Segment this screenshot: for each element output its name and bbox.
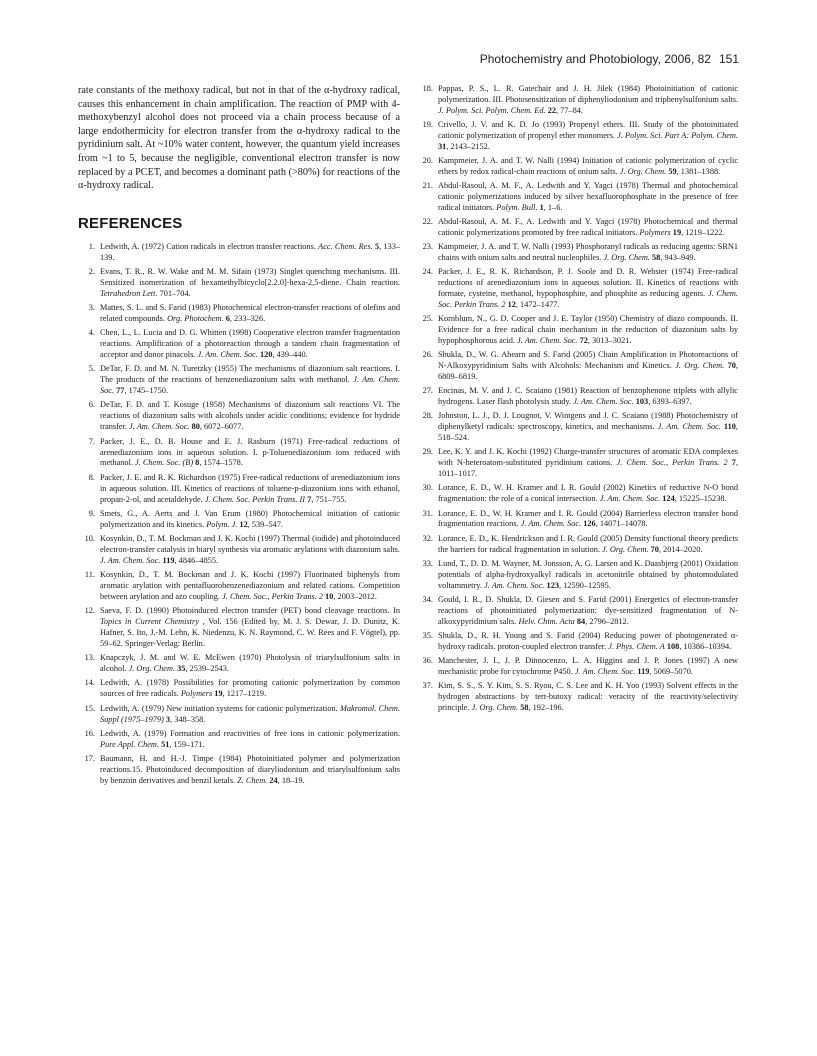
reference-journal: J. Polym. Sci. Polym. Chem. Ed. xyxy=(438,105,546,115)
reference-pages: , 2003–2012. xyxy=(333,591,377,601)
reference-number: 28. xyxy=(422,411,433,421)
reference-volume: 123 xyxy=(546,580,559,590)
reference-pages: , 2796–2812. xyxy=(585,616,629,626)
reference-volume: 120 xyxy=(259,350,273,360)
reference-item xyxy=(78,437,400,470)
reference-journal: J. Am. Chem. Soc. xyxy=(100,375,400,396)
reference-volume: 58 xyxy=(652,253,661,263)
reference-number: 5. xyxy=(88,364,95,374)
reference-pages: , 6393–6397. xyxy=(648,397,692,407)
reference-text: Kosynkin, D., T. M. Bockman and J. K. Kochi (1997) Thermal (iodide) and photoinduced electron-transfer catalysis in biaryl synthesis via aromatic arylations with diazonium salts. xyxy=(100,534,400,554)
reference-journal: J. Phys. Chem. A xyxy=(608,641,665,651)
running-head xyxy=(480,52,739,66)
reference-text: Kampmeier, J. A. and T. W. Nalli (1993) Phosphoranyl radicals as reducing agents: SRN1 chains with onium salts and neutral nucleophiles. xyxy=(438,242,738,263)
reference-pages: , 539–547. xyxy=(247,519,283,529)
reference-journal: J. Org. Chem. xyxy=(619,166,667,176)
reference-text: DeTar, F. D. and T. Kosuge (1958) Mechanisms of diazonium salt reactions VI. The reactions of diazonium salts with alcohols under acidic conditions; evidence for hydride transfer. xyxy=(100,400,400,432)
reference-text: Lorance, E. D., W. H. Kramer and I. R. Gould (2004) Barrierless electron transfer bond fragmentation reactions. xyxy=(438,508,738,529)
reference-pages: , 439–440. xyxy=(272,350,308,360)
reference-volume: 19 xyxy=(672,228,682,238)
reference-journal: J. Org. Chem. xyxy=(602,544,649,554)
reference-item xyxy=(78,303,400,325)
reference-pages: , 2539–2543. xyxy=(185,664,229,674)
reference-volume: 59 xyxy=(668,166,677,176)
reference-volume: 84 xyxy=(576,616,586,626)
reference-volume: 80 xyxy=(191,422,200,432)
reference-pages: 701–704. xyxy=(159,288,191,298)
reference-text: Kornblum, N., G. D. Cooper and J. E. Taylor (1950) Chemistry of diazo compounds. II. Evidence for a free radical chain mechanism in the reduction of diazonium salts by hypophosphorous acid. xyxy=(438,314,738,346)
reference-text: Crivello, J. V. and K. D. Jo (1993) Propenyl ethers. III. Study of the photoinitiated cationic polymerization of propenyl ether monomers. xyxy=(438,120,738,140)
reference-item xyxy=(416,120,738,153)
reference-number: 24. xyxy=(422,267,433,277)
reference-volume: 70 xyxy=(650,544,659,554)
reference-item xyxy=(416,242,738,264)
reference-volume: 24 xyxy=(269,775,278,785)
reference-volume: 119 xyxy=(162,555,175,565)
reference-text: Saeva, F. D. (1990) Photoinduced electron transfer (PET) bond cleavage reactions. In xyxy=(100,606,400,616)
reference-item xyxy=(78,704,400,726)
reference-number: 37. xyxy=(422,681,433,691)
reference-pages: , 6072–6077. xyxy=(199,422,244,432)
reference-pages: , 943–949. xyxy=(660,253,696,263)
reference-number: 6. xyxy=(88,400,95,410)
reference-volume: 126 xyxy=(583,519,596,529)
reference-journal: J. Chem. Soc. Perkin Trans. 2 xyxy=(438,289,738,310)
reference-number: 7. xyxy=(88,436,95,446)
reference-text: DeTar, F. D. and M. N. Turetzky (1955) The mechanisms of diazonium salt reactions. I. The products of the reactions of benzenediazonium salts with methanol. xyxy=(100,364,400,385)
reference-text: Ledwith, A. (1979) Formation and reactivities of free ions in cationic polymerization. xyxy=(100,728,400,738)
reference-text: Ledwith, A. (1978) Possibilities for promoting cationic polymerization by common sources of free radicals. xyxy=(100,678,400,699)
reference-pages: , 1745–1750. xyxy=(124,386,168,396)
reference-number: 1. xyxy=(88,241,95,251)
reference-item xyxy=(78,473,400,506)
reference-item xyxy=(416,656,738,678)
reference-pages: , 192–196. xyxy=(528,702,564,712)
reference-item xyxy=(416,181,738,214)
reference-number: 16. xyxy=(84,728,95,738)
reference-number: 10. xyxy=(84,534,95,544)
reference-pages: , 10386–10394. xyxy=(679,641,732,651)
right-column xyxy=(416,84,738,717)
reference-number: 31. xyxy=(422,508,433,518)
reference-item xyxy=(416,314,738,347)
reference-journal: J. Polym. Sci. Part A: Polym. Chem. xyxy=(617,130,738,140)
reference-pages: , 348–358. xyxy=(170,714,206,724)
reference-pages: , 1381–1388. xyxy=(676,166,721,176)
reference-journal: J. Org. Chem. xyxy=(128,664,176,674)
reference-item xyxy=(416,350,738,383)
reference-volume: 70 xyxy=(727,361,736,371)
reference-number: 18. xyxy=(422,84,433,93)
reference-number: 29. xyxy=(422,447,433,457)
reference-journal: J. Am. Chem. Soc. xyxy=(484,580,545,590)
reference-number: 23. xyxy=(422,242,433,252)
reference-item xyxy=(416,595,738,628)
reference-text: Encinas, M. V. and J. C. Scaiano (1981) Reaction of benzophenone triplets with allylic hydrogens. Laser flash photolysis study. xyxy=(438,386,738,407)
reference-item xyxy=(416,509,738,531)
reference-journal: Polym. Bull. xyxy=(496,202,538,212)
reference-volume: 58 xyxy=(520,702,529,712)
reference-journal: Helv. Chim. Acta xyxy=(518,616,575,626)
reference-text: Lund, T., D. D. M. Wayner, M. Jonsson, A. G. Larsen and K. Daasbjerg (2001) Oxidation potentials of alpha-hydroxyalkyl radicals in acetonitrile obtained by photomodulated voltammetry. xyxy=(438,558,738,590)
reference-number: 19. xyxy=(422,120,433,130)
reference-journal: J. Am. Chem. Soc. xyxy=(100,555,161,565)
reference-number: 30. xyxy=(422,483,433,493)
reference-pages: , 233–326. xyxy=(229,313,266,323)
reference-number: 13. xyxy=(84,653,95,663)
reference-list-left xyxy=(78,242,400,787)
reference-volume: 110 xyxy=(723,422,736,432)
reference-pages: , 1574–1578. xyxy=(199,458,243,468)
reference-pages: , 77–84. xyxy=(555,105,583,115)
reference-number: 25. xyxy=(422,314,433,324)
reference-volume: 7 xyxy=(307,494,312,504)
reference-journal: J. Chem. Soc., Perkin Trans. 2 xyxy=(616,458,728,468)
reference-item xyxy=(416,681,738,714)
reference-pages: , 4846–4855. xyxy=(174,555,219,565)
reference-text: Kim, S. S., S. Y. Kim, S. S. Ryou, C. S. Lee and K. H. Yoo (1993) Solvent effects in the hydrogen abstractions by tert-butoxy radical: veracity of the reactivity/selectivity principle. xyxy=(438,681,738,712)
reference-item xyxy=(78,570,400,603)
reference-text: Ledwith, A. (1972) Cation radicals in electron transfer reactions. xyxy=(100,241,319,251)
reference-item xyxy=(416,84,738,117)
reference-pages: , Vol. 156 (Edited by, M. J. S. Dewar, J. D. Dunitz, K. Hafner, S. Ito, J.-M. Lehn, K. Niedenzu, K. N. Raymond, C. W. Rees and F. Vögtel), pp. 59–62. Springer-Verlag: Berlin. xyxy=(100,617,400,648)
reference-pages: , 18–19. xyxy=(277,775,305,785)
reference-journal: J. Org. Chem. xyxy=(603,253,650,263)
reference-journal: J. Am. Chem. Soc. xyxy=(573,397,634,407)
reference-volume: 5 xyxy=(374,241,380,251)
reference-journal: J. Chem. Soc. (B) xyxy=(135,458,194,468)
reference-volume: 119 xyxy=(637,666,650,676)
reference-number: 11. xyxy=(84,570,95,580)
reference-pages: , 3013–3021. xyxy=(587,336,632,346)
reference-number: 35. xyxy=(422,630,433,640)
reference-number: 33. xyxy=(422,558,433,568)
reference-number: 14. xyxy=(84,678,95,688)
page-number: 151 xyxy=(718,52,739,66)
reference-text: Knapczyk, J. M. and W. E. McEwen (1970) Photolysis of triarylsulfonium salts in alcohol. xyxy=(100,653,400,674)
reference-journal: J. Am. Chem. Soc. xyxy=(599,494,661,504)
reference-item xyxy=(416,534,738,556)
journal-citation: Photochemistry and Photobiology, 2006, 82 xyxy=(479,52,711,66)
reference-text: Kampmeier, J. A. and T. W. Nalli (1994) Initiation of cationic polymerization of cyclic ethers by redox radical-chain reactions of onium salts. xyxy=(438,156,738,176)
reference-pages: , 6809–6819. xyxy=(438,361,738,382)
reference-pages: , 2143–2152. xyxy=(446,141,490,151)
reference-volume: 77 xyxy=(116,386,125,396)
reference-volume: 6 xyxy=(225,313,230,323)
reference-pages: , 5069–5070. xyxy=(649,666,693,676)
reference-journal: J. Am. Chem. Soc. xyxy=(574,666,636,676)
reference-journal: Pure Appl. Chem. xyxy=(100,739,159,749)
reference-text: Johnston, L. J., D. J. Lougnot, V. Wintgens and J. C. Scaiano (1988) Photochemistry of diphenylketyl radicals: spectroscopy, kinetics, and mechanisms. xyxy=(438,411,738,432)
reference-number: 21. xyxy=(422,181,433,191)
reference-number: 4. xyxy=(88,328,95,338)
reference-journal: J. Am. Chem. Soc. xyxy=(197,350,258,360)
reference-item xyxy=(78,328,400,361)
reference-item xyxy=(78,653,400,675)
reference-item xyxy=(78,754,400,787)
reference-pages: , 1219–1222. xyxy=(681,228,725,238)
reference-text: Chen, L., L. Lucia and D. G. Whitten (1998) Cooperative electron transfer fragmentation reactions. Amplification of a photoreaction through a tandem chain fragmentation of acceptor and donor pinacols. xyxy=(100,328,400,360)
reference-pages: , 1217–1219. xyxy=(222,689,267,699)
reference-text: Smets, G., A. Aerts and J. Van Erum (1980) Photochemical initiation of cationic polymerization and its kinetics. xyxy=(100,508,400,529)
reference-volume: 8 xyxy=(195,458,200,468)
reference-number: 3. xyxy=(88,303,95,313)
reference-journal: Tetrahedron Lett. xyxy=(100,288,158,298)
reference-item xyxy=(416,156,738,178)
reference-number: 27. xyxy=(422,386,433,396)
reference-volume: 12 xyxy=(507,300,516,310)
reference-journal: J. Am. Chem. Soc. xyxy=(520,519,582,529)
reference-pages: , 133–139. xyxy=(100,241,401,262)
reference-text: Lorance, E. D., K. Hendrickson and I. R. Gould (2005) Density functional theory predicts the barriers for radical fragmentation in solution. xyxy=(438,533,738,554)
reference-item xyxy=(416,559,738,592)
reference-text: Manchester, J. I., J. P. Dinnocenzo, L. A. Higgins and J. P. Jones (1997) A new mechanistic probe for cytochrome P450. xyxy=(438,655,738,676)
reference-number: 22. xyxy=(422,217,433,227)
reference-journal: J. Chem. Soc. Perkin Trans. II xyxy=(204,494,306,504)
reference-item xyxy=(78,606,400,650)
reference-journal: Polymers xyxy=(639,228,671,238)
reference-item xyxy=(416,267,738,311)
reference-item xyxy=(78,364,400,397)
reference-journal: Org. Photochem. xyxy=(167,313,224,323)
reference-item xyxy=(78,242,400,264)
reference-item xyxy=(416,447,738,480)
reference-text: Shukla, D., R. H. Young and S. Farid (2004) Reducing power of photogenerated α-hydroxy radicals. proton-coupled electron transfer. xyxy=(438,630,738,651)
reference-journal: Makromol. Chem. Suppl (1975–1979) xyxy=(100,703,400,724)
reference-item xyxy=(416,386,738,408)
reference-pages: , 1472–1477. xyxy=(515,300,560,310)
reference-journal: J. Am. Chem. Soc. xyxy=(517,336,578,346)
reference-text: Lorance, E. D., W. H. Kramer and I. R. Gould (2002) Kinetics of reductive N-O bond fragmentation: the role of a conical intersection. xyxy=(438,483,738,504)
reference-number: 9. xyxy=(88,508,95,518)
reference-item xyxy=(416,411,738,444)
reference-item xyxy=(78,400,400,433)
reference-pages: , 1011–1017. xyxy=(438,458,739,479)
reference-number: 15. xyxy=(84,703,95,713)
reference-journal: J. Chem. Soc., Perkin Trans. 2 xyxy=(222,591,324,601)
reference-volume: 22 xyxy=(547,105,556,115)
reference-journal: Polymers xyxy=(180,689,213,699)
reference-journal: J. Am. Chem. Soc. xyxy=(657,422,721,432)
reference-volume: 19 xyxy=(214,689,223,699)
reference-number: 2. xyxy=(88,266,95,276)
reference-text: Abdul-Rasoul, A. M. F., A. Ledwith and Y. Yagci (1978) Thermal and photochemical cationic polymerizations induced by silver hexafluorophosphate in the presence of free radical initiators. xyxy=(438,181,738,212)
reference-text: Pappas, P. S., L. R. Gatechair and J. H. Jilek (1984) Photoinitiation of cationic polymerization. III. Photosensitization of diphenyliodonium and triphenylsulfonium salts. xyxy=(438,84,738,104)
reference-number: 32. xyxy=(422,533,433,543)
reference-item xyxy=(78,267,400,300)
reference-journal: Polym. J. xyxy=(206,519,238,529)
reference-number: 36. xyxy=(422,655,433,665)
reference-number: 17. xyxy=(84,754,95,764)
reference-volume: 31 xyxy=(438,141,447,151)
reference-item xyxy=(416,483,738,505)
reference-text: Packer, J. E., R. K. Richardson, P. J. Soole and D. R. Webster (1974) Free-radical reductions of arenediazonium ions in aqueous solution. II. Kinetics of reactions with formate, cysteine, methanol, hypophosphite, and phosphite as reducing agents. xyxy=(438,267,738,299)
reference-pages: , 14071–14078. xyxy=(595,519,648,529)
reference-volume: 7 xyxy=(731,458,736,468)
reference-item xyxy=(78,509,400,531)
reference-volume: 72 xyxy=(579,336,588,346)
reference-journal: Z. Chem. xyxy=(237,775,268,785)
reference-volume: 1 xyxy=(539,202,544,212)
reference-pages: , 2014–2020. xyxy=(658,544,703,554)
reference-volume: 51 xyxy=(161,739,170,749)
reference-volume: 3 xyxy=(165,714,171,724)
reference-item xyxy=(78,678,400,700)
reference-journal: Acc. Chem. Res. xyxy=(318,241,373,251)
reference-pages: , 1–6. xyxy=(543,202,563,212)
reference-number: 20. xyxy=(422,156,433,166)
reference-text: Packer, J. E. and R. K. Richardson (1975) Free-radical reductions of arenediazonium ions in aqueous solution. III. Kinetics of reactions of toluene-p-diazonium ions with ethanol, propan-2-ol, and acetaldehyde. xyxy=(100,472,400,504)
body-paragraph: rate constants of the methoxy radical, but not in that of the α-hydroxy radical, causes this enhancement in chain amplification. The reaction of PMP with 4-methoxybenzyl alcohol does not proceed via a chain process because of a large endothermicity for electron transfer from the α-hydroxy radical to the pyridinium salt. At ~10% water content, however, the quantum yield increases from ~1 to 5, because the negligible, conventional electron transfer is now replaced by a PCET, and becomes a dominant path (>80%) for reactions of the α-hydroxy radical. xyxy=(78,85,400,192)
reference-pages: , 751–755. xyxy=(311,494,347,504)
reference-text: Kosynkin, D., T. M. Bockman and J. K. Kochi (1997) Fluorinated biphenyls from aromatic arylation with pentafluorobenzenediazonium and related cations. Competition between arylation and azo coupling. xyxy=(100,570,400,601)
reference-journal: J. Org. Chem. xyxy=(471,702,519,712)
reference-number: 26. xyxy=(422,350,433,360)
reference-text: Shukla, D., W. G. Ahearn and S. Farid (2005) Chain Amplification in Photoreactions of N-Alkoxypyridinium Salts with Alcohols: Mechanism and Kinetics. xyxy=(438,350,738,371)
reference-volume: 108 xyxy=(666,641,680,651)
reference-number: 8. xyxy=(88,472,95,482)
reference-journal: J. Org. Chem. xyxy=(675,361,725,371)
left-column xyxy=(78,84,400,790)
reference-item xyxy=(78,729,400,751)
reference-pages: , 159–171. xyxy=(169,739,205,749)
reference-pages: , 15225–15238. xyxy=(674,494,727,504)
references-heading: REFERENCES xyxy=(78,214,183,232)
reference-journal: Topics in Current Chemistry xyxy=(100,617,199,627)
reference-text: Gould, I. R., D. Shukla, D. Giesen and S. Farid (2001) Energetics of electron-transfer reactions of photoinitiated polymerization: dye-sensitized fragmentation of N-alkoxypyridinium salts. xyxy=(438,594,738,626)
reference-pages: , 12590–12595. xyxy=(559,580,611,590)
reference-number: 34. xyxy=(422,594,433,604)
reference-text: Packer, J. E., D. B. House and E. J. Rasburn (1971) Free-radical reductions of arenediazonium ions in aqueous solution. I. p-Toluenediazonium ions reduced with methanol. xyxy=(100,436,400,468)
reference-volume: 124 xyxy=(662,494,675,504)
reference-item xyxy=(78,534,400,567)
reference-journal: J. Am. Chem. Soc. xyxy=(129,422,190,432)
reference-text: Ledwith, A. (1979) New initiation systems for cationic polymerization. xyxy=(100,703,340,713)
reference-pages: , 518–524. xyxy=(438,422,738,443)
reference-number: 12. xyxy=(84,606,95,616)
reference-text: Mattes, S. L. and S. Farid (1983) Photochemical electron-transfer reactions of olefins and related compounds. xyxy=(100,303,400,323)
reference-text: Evans, T. R., R. W. Wake and M. M. Sifain (1973) Singlet quenching mechanisms. III. Sensitized isomerization of hexamethylbicyclo[2.2.0]-hexa-2,5-diene. Chain reaction. xyxy=(100,266,400,287)
reference-volume: 35 xyxy=(177,664,186,674)
reference-volume: 12 xyxy=(239,519,248,529)
reference-text: Abdul-Rasoul, A. M. F., A. Ledwith and Y. Yagci (1978) Photochemical and thermal cationic polymerizations promoted by free radical initiators. xyxy=(438,217,738,238)
reference-item xyxy=(416,217,738,239)
reference-text: Lee, K. Y. and J. K. Kochi (1992) Charge-transfer structures of aromatic EDA complexes with N-heteroatom-substituted pyridinium cations. xyxy=(438,447,738,468)
reference-list-right xyxy=(416,84,738,714)
reference-text: Baumann, H. and H.-J. Timpe (1984) Photoinitiated polymer and polymerization reactions.15. Photoinduced decomposition of diaryliodonium and triarylsulfonium salts by benzoin derivatives and benzil ketals. xyxy=(100,754,400,785)
reference-volume: 103 xyxy=(635,397,649,407)
reference-item xyxy=(416,631,738,653)
reference-volume: 10 xyxy=(325,591,334,601)
